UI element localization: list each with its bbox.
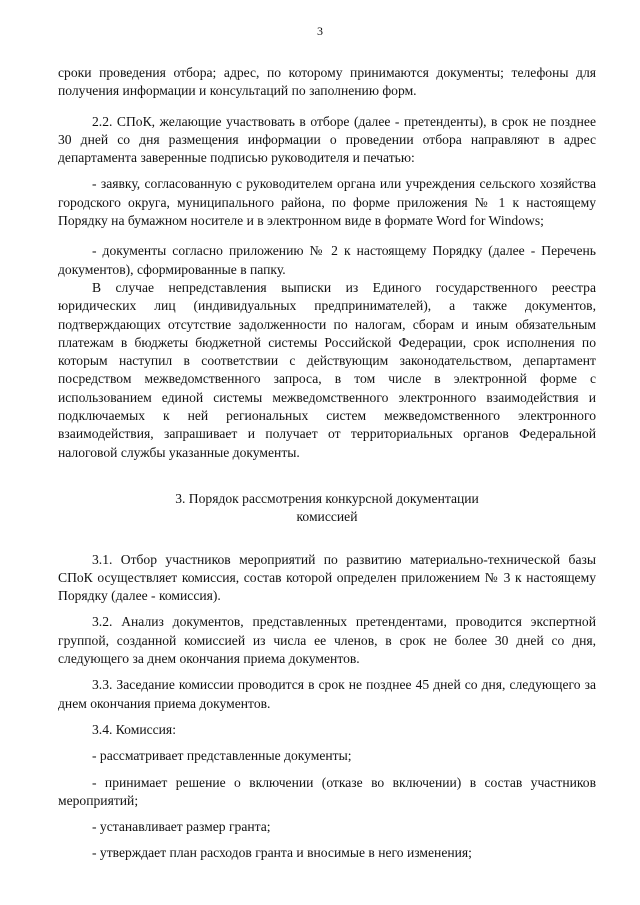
- section-heading-line-1: 3. Порядок рассмотрения конкурсной документации: [175, 490, 479, 506]
- list-item-review: - рассматривает представленные документы;: [92, 748, 352, 764]
- section-3-heading: [58, 490, 596, 527]
- paragraph-application-item: - заявку, согласованную с руководителем органа или учреждения сельского хозяйства городского округа, муниципального района, по форме приложения № 1 к настоящему Порядку на бумажном носителе и в электронном виде в формате Word for Windows;: [58, 176, 596, 229]
- paragraph-documents-item: - документы согласно приложению № 2 к настоящему Порядку (далее - Перечень документов), сформированные в папку.: [58, 243, 596, 277]
- paragraph-3-4: 3.4. Комиссия:: [92, 721, 176, 737]
- list-item-expense-plan: - утверждает план расходов гранта и вносимые в него изменения;: [92, 845, 472, 861]
- page-number: 3: [317, 24, 323, 38]
- paragraph-3-3: 3.3. Заседание комиссии проводится в срок не позднее 45 дней со дня, следующего за днем окончания приема документов.: [58, 677, 596, 711]
- paragraph-2-2: 2.2. СПоК, желающие участвовать в отборе (далее - претенденты), в срок не позднее 30 дней со дня размещения информации о проведении отбора направляют в адрес департамента заверенные подписью руководителя и печатью:: [58, 113, 596, 166]
- document-body: [58, 64, 596, 863]
- list-item-decision: - принимает решение о включении (отказе во включении) в состав участников мероприятий;: [58, 774, 596, 808]
- paragraph-intro: сроки проведения отбора; адрес, по которому принимаются документы; телефоны для получения информации и консультаций по заполнению форм.: [58, 65, 596, 99]
- paragraph-3-2: 3.2. Анализ документов, представленных претендентами, проводится экспертной группой, созданной комиссией из числа ее членов, в срок не более 30 дней со дня, следующего за днем окончания приема документов.: [58, 614, 596, 667]
- paragraph-3-1: 3.1. Отбор участников мероприятий по развитию материально-технической базы СПоК осуществляет комиссия, состав которой определен приложением № 3 к настоящему Порядку (далее - комиссия).: [58, 551, 596, 604]
- list-item-grant-size: - устанавливает размер гранта;: [92, 819, 271, 835]
- paragraph-interagency-request: В случае непредставления выписки из Единого государственного реестра юридических лиц (индивидуальных предпринимателей), а также документов, подтверждающих отсутствие задолженности по налогам, сборам и иным обязательным платежам в бюджеты бюджетной системы Российской Федерации, срок исполнения по которым наступил в соответствии с действующим законодательством, департамент посредством межведомственного запроса, в том числе в электронной форме с использованием единой системы межведомственного электронного взаимодействия и подключаемых к ней региональных систем межведомственного электронного взаимодействия, запрашивает и получает от территориальных органов Федеральной налоговой службы указанные документы.: [58, 279, 596, 460]
- section-heading-line-2: комиссией: [296, 509, 358, 525]
